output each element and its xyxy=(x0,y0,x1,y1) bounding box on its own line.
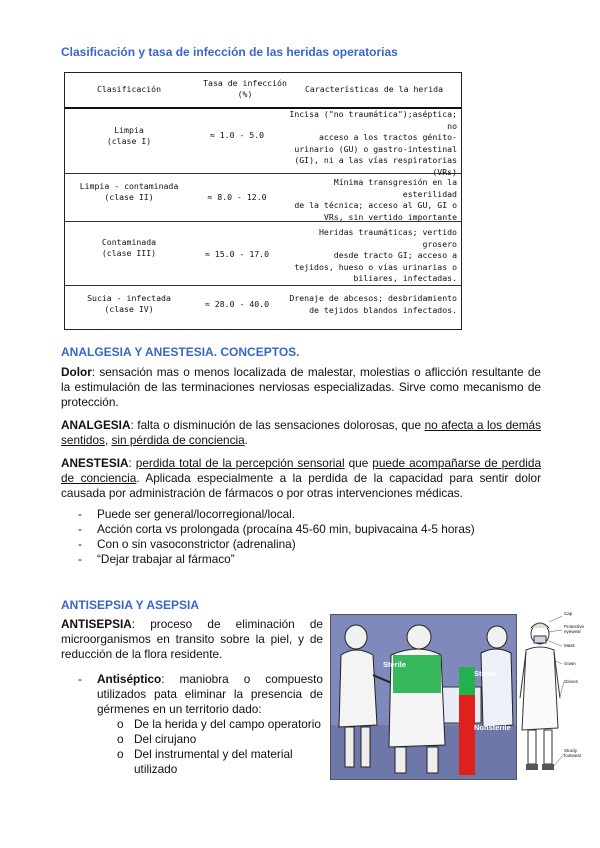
row-rate: ≈ 8.0 - 12.0 xyxy=(207,192,267,202)
row-characteristics: Heridas traumáticas; vertido grosero desde tracto GI; acceso a tejidos, hueso o vías urinarias o biliares, infectadas. xyxy=(294,227,457,284)
row-classification: Limpia - contaminada (clase II) xyxy=(79,181,179,202)
header-classification: Clasificación xyxy=(96,84,162,94)
table-row xyxy=(65,285,461,328)
table-title: Clasificación y tasa de infección de las heridas operatorias xyxy=(61,45,398,59)
antiseptico-sublist xyxy=(117,717,327,777)
surgical-attire-figure xyxy=(518,608,596,778)
dolor-paragraph: Dolor: sensación mas o menos localizada de malestar, molestias o aflicción resultante de la estimulación de las terminaciones nerviosas especializadas. Sirve como mecanismo de protección. xyxy=(61,365,541,409)
list-item: o Del instrumental y del material utilizado xyxy=(117,747,293,776)
analgesia-paragraph: ANALGESIA: falta o disminución de las sensaciones dolorosas, que no afecta a los demás sentidos, sin pérdida de conciencia. xyxy=(61,418,542,447)
list-item: o Del cirujano xyxy=(117,732,197,746)
sterile-zones-illustration xyxy=(330,614,517,780)
nonsterile-label: Nonsterile xyxy=(474,723,511,732)
list-item: - “Dejar trabajar al fármaco” xyxy=(78,552,235,566)
row-characteristics: Mínima transgresión en la esterilidad de la técnica; acceso al GU, GI o VRs, sin vertido importante xyxy=(294,177,457,222)
infection-rate-table xyxy=(64,72,462,330)
figure-label: Protective eyewear xyxy=(564,624,585,634)
row-characteristics: Drenaje de abcesos; desbridamiento de tejidos blandos infectados. xyxy=(289,293,457,315)
row-rate: ≈ 15.0 - 17.0 xyxy=(204,249,270,259)
anestesia-list xyxy=(78,507,475,567)
list-item: o De la herida y del campo operatorio xyxy=(117,717,321,731)
row-classification: Sucia - infectada (clase IV) xyxy=(87,293,171,314)
antiseptico-list xyxy=(78,672,323,717)
list-item: - Acción corta vs prolongada (procaína 45-60 min, bupivacaina 4-5 horas) xyxy=(78,522,475,536)
figure-label: Sturdy footwear xyxy=(564,748,582,758)
header-characteristics: Características de la herida xyxy=(305,84,444,94)
antisepsia-paragraph: ANTISEPSIA: proceso de eliminación de microorganismos en transito sobre la piel, y de reducción de la flora residente. xyxy=(61,617,323,661)
figure-label: Cap xyxy=(564,611,573,616)
figure-label: Mask xyxy=(564,643,575,648)
section-heading-analgesia: ANALGESIA Y ANESTESIA. CONCEPTOS. xyxy=(61,345,300,359)
row-characteristics: Incisa ("no traumática");aséptica; no acceso a los tractos génito- urinario (GU) o gastro-intestinal (GI), ni a las vías respiratorias (VRs) xyxy=(289,109,457,177)
row-classification: Limpia (clase I) xyxy=(106,125,152,146)
list-item: - Antiséptico: maniobra o compuesto utilizados pata eliminar la presencia de gérmenes en un territorio dado: xyxy=(78,672,323,716)
row-rate: ≈ 1.0 - 5.0 xyxy=(209,130,265,140)
table-row xyxy=(65,221,461,286)
sterile-label: Sterile xyxy=(474,669,497,678)
row-rate: ≈ 28.0 - 40.0 xyxy=(204,299,270,309)
row-classification: Contaminada (clase III) xyxy=(101,237,157,258)
table-row xyxy=(65,173,461,222)
table-header xyxy=(65,73,461,109)
table-row xyxy=(65,107,461,177)
figure-label: Gloves xyxy=(564,679,579,684)
figure-label: Gown xyxy=(564,661,576,666)
section-heading-antisepsia: ANTISEPSIA Y ASEPSIA xyxy=(61,598,200,612)
list-item: - Con o sin vasoconstrictor (adrenalina) xyxy=(78,537,296,551)
list-item: - Puede ser general/locorregional/local. xyxy=(78,507,296,521)
anestesia-paragraph: ANESTESIA: perdida total de la percepción sensorial que puede acompañarse de perdida de conciencia. Aplicada especialmente a la perdida de la capacidad para sentir dolor causada por administración de fármacos o por otras intervenciones médicas. xyxy=(61,456,542,500)
header-rate: Tasa de infección (%) xyxy=(203,78,287,99)
sterile-label: Sterile xyxy=(383,660,406,669)
